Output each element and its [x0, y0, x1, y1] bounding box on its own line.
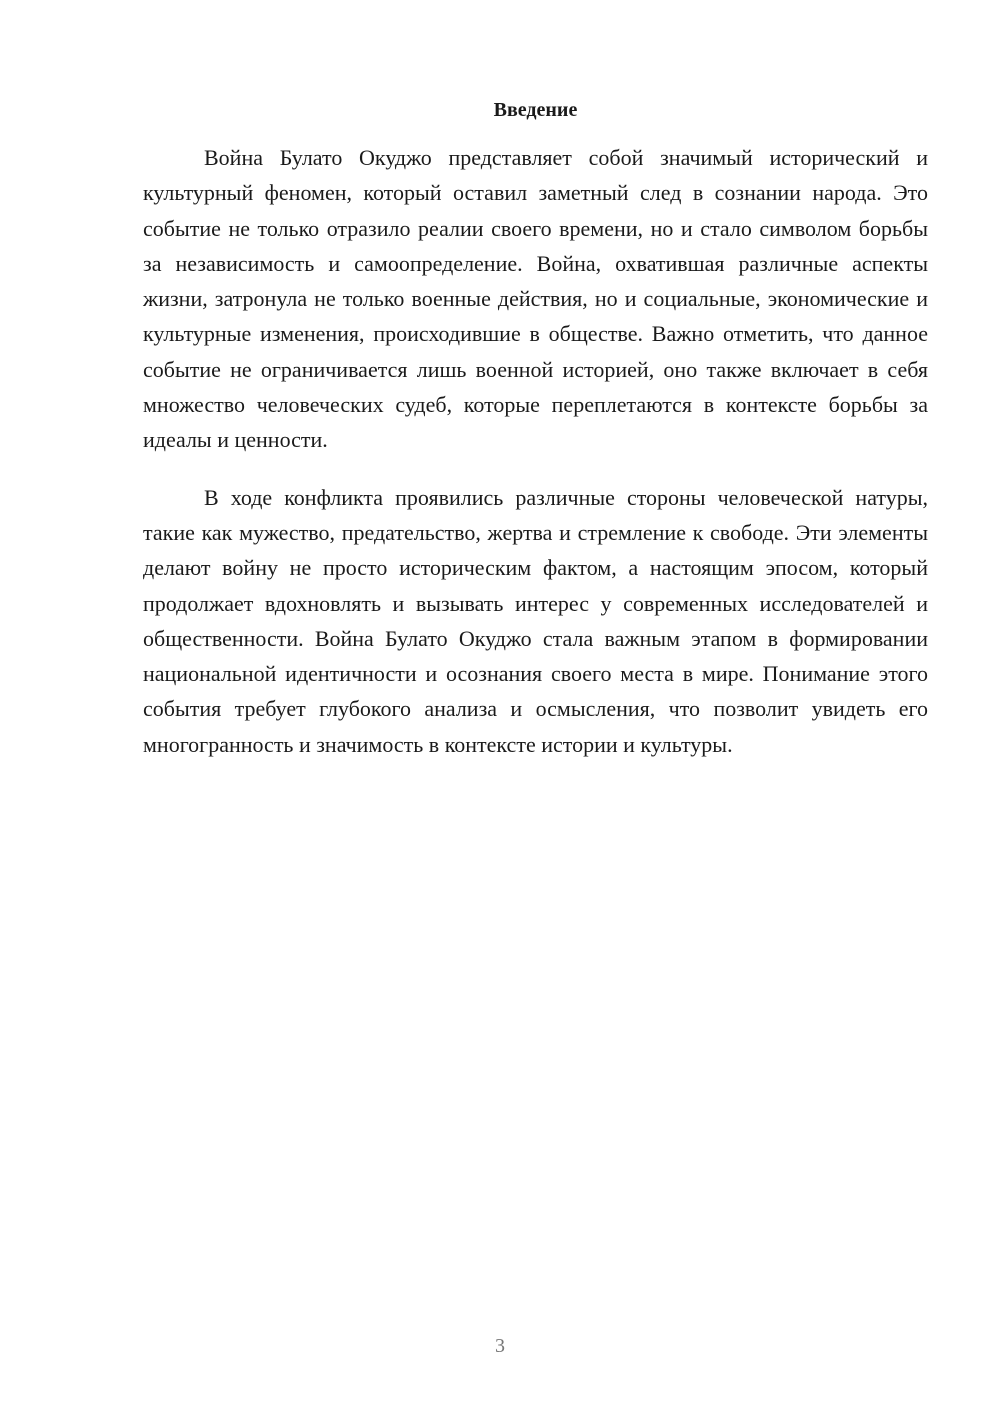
- section-heading: Введение: [493, 99, 578, 121]
- page-number: 3: [495, 1335, 505, 1357]
- paragraph-2: В ходе конфликта проявились различные стороны человеческой натуры, такие как мужество, предательство, жертва и стремление к свободе. Эти элементы делают войну не просто историческим фактом, а настоящим эпосом, который продолжает вдохновлять и вызывать интерес у современных исследователей и общественности. Война Булато Окуджо стала важным этапом в формировании национальной идентичности и осознания своего места в мире. Понимание этого события требует глубокого анализа и осмысления, что позволит увидеть его многогранность и значимость в контексте истории и культуры.: [143, 484, 928, 757]
- paragraph-1: Война Булато Окуджо представляет собой значимый исторический и культурный феномен, который оставил заметный след в сознании народа. Это событие не только отразило реалии своего времени, но и стало символом борьбы за независимость и самоопределение. Война, охватившая различные аспекты жизни, затронула не только военные действия, но и социальные, экономические и культурные изменения, происходившие в обществе. Важно отметить, что данное событие не ограничивается лишь военной историей, оно также включает в себя множество человеческих судеб, которые переплетаются в контексте борьбы за идеалы и ценности.: [143, 145, 928, 453]
- page-content: [143, 96, 928, 784]
